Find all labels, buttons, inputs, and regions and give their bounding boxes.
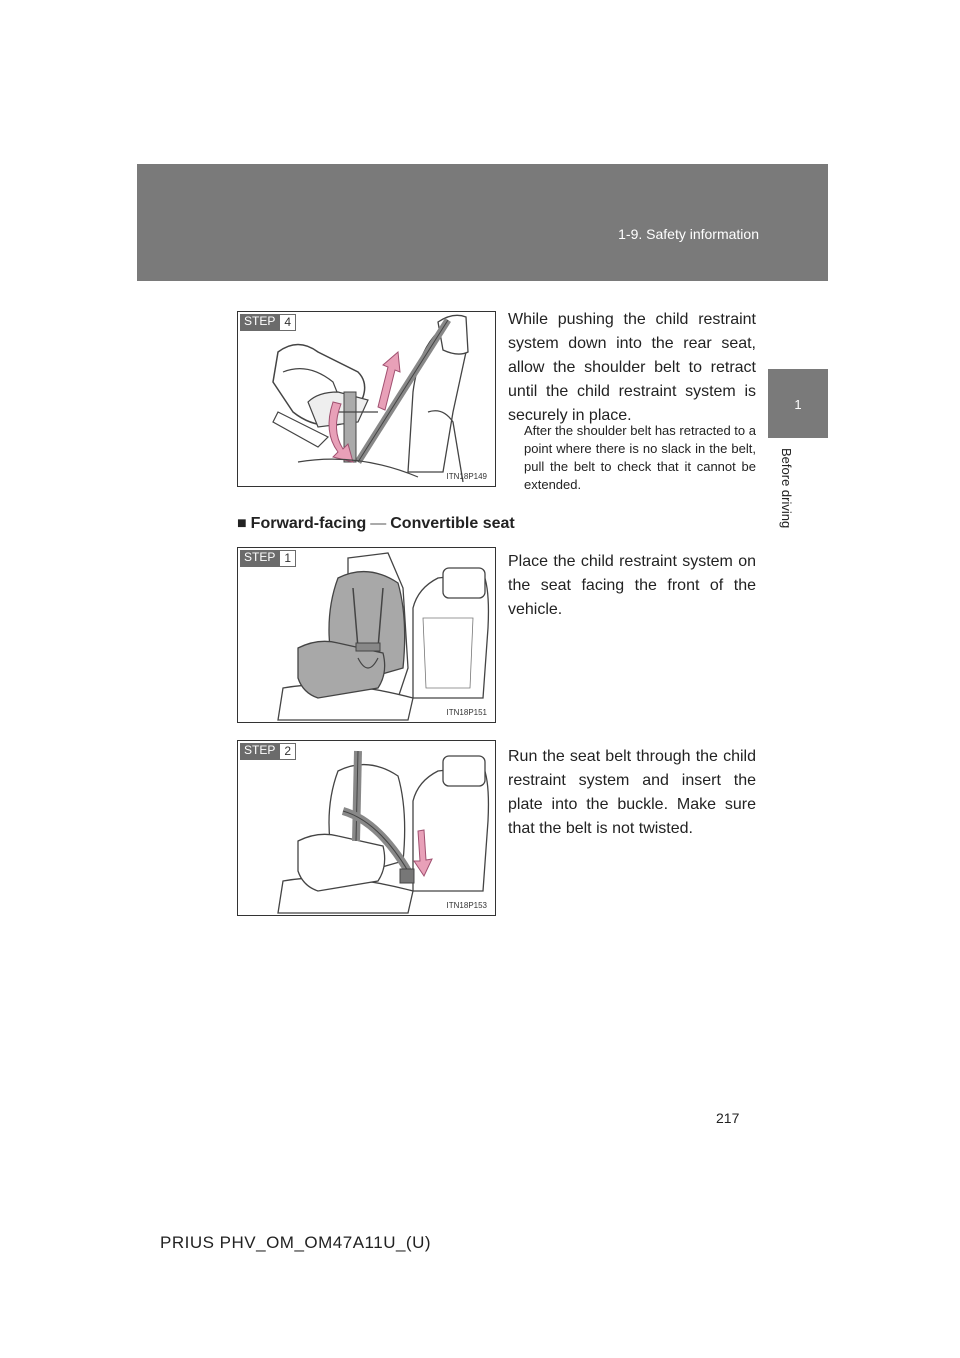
step-number: 2 — [279, 743, 296, 760]
step4-text: While pushing the child restraint system down into the rear seat, allow the shoulder belt to retract until the child restraint system is securely in place. — [508, 311, 756, 424]
section-marker: ■ — [237, 515, 247, 532]
figure-code: ITN18P149 — [446, 472, 487, 481]
section-heading — [237, 515, 515, 533]
header-title: 1-9. Safety information — [618, 226, 759, 242]
step-number: 1 — [279, 550, 296, 567]
chapter-tab — [768, 369, 828, 438]
step2-illustration — [238, 741, 495, 915]
step2-badge — [240, 743, 296, 760]
chapter-label: Before driving — [779, 448, 794, 529]
step-number: 4 — [279, 314, 296, 331]
chapter-number: 1 — [794, 397, 802, 412]
step-label: STEP — [240, 550, 279, 567]
figure-step4 — [237, 311, 496, 487]
figure-step1 — [237, 547, 496, 723]
side-tab-top — [768, 164, 828, 281]
step-label: STEP — [240, 743, 279, 760]
step4-note: After the shoulder belt has retracted to a point where there is no slack in the belt, pull the belt to check that it cannot be extended. — [524, 423, 756, 492]
step1-badge — [240, 550, 296, 567]
step1-illustration — [238, 548, 495, 722]
page-header — [137, 164, 823, 281]
section-title-part1: Forward-facing — [250, 515, 367, 532]
section-dash: — — [370, 515, 387, 532]
footer-code: PRIUS PHV_OM_OM47A11U_(U) — [160, 1233, 432, 1252]
step1-text: Place the child restraint system on the seat facing the front of the vehicle. — [508, 553, 756, 618]
step-label: STEP — [240, 314, 279, 331]
step4-badge — [240, 314, 296, 331]
figure-step2 — [237, 740, 496, 916]
chapter-label-container — [776, 448, 796, 588]
figure-code: ITN18P153 — [446, 901, 487, 910]
figure-code: ITN18P151 — [446, 708, 487, 717]
page-number: 217 — [716, 1110, 740, 1126]
step2-text: Run the seat belt through the child restraint system and insert the plate into the buckle. Make sure that the belt is not twisted. — [508, 748, 756, 837]
section-title-part2: Convertible seat — [390, 515, 515, 532]
step4-illustration — [238, 312, 495, 486]
